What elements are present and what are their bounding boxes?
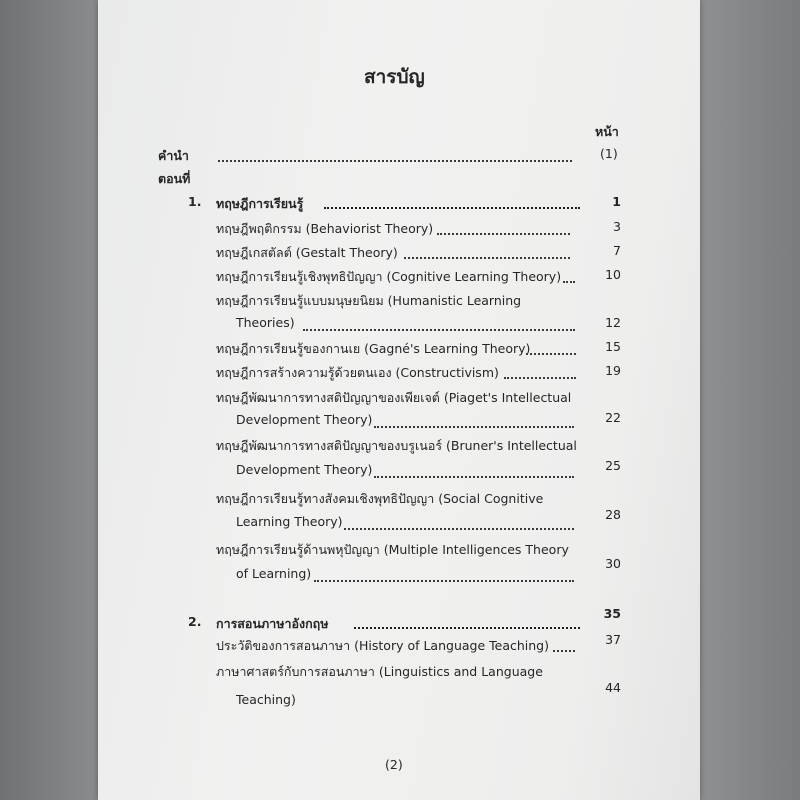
document-page [98,0,700,800]
toc-entry-continued: Learning Theory) [236,514,343,529]
dot-leader [504,377,576,379]
toc-page: 22 [605,410,621,425]
toc-page: 15 [605,339,621,354]
toc-entry: ทฤษฎีการเรียนรู้แบบมนุษยนิยม (Humanistic Learning [216,293,522,308]
dot-leader [324,207,580,209]
dot-leader [526,353,576,355]
toc-entry: ทฤษฎีการเรียนรู้ด้านพหุปัญญา (Multiple Intelligences Theory [216,542,569,557]
dot-leader [344,528,574,530]
toc-entry-continued: of Learning) [236,566,312,581]
toc-entry-continued: Development Theory) [236,412,373,427]
toc-entry-continued: Development Theory) [236,462,373,477]
dot-leader [374,476,574,478]
dot-leader [437,233,570,235]
toc-entry: ทฤษฎีการเรียนรู้ของกานเย (Gagné's Learning Theory) [216,341,531,356]
toc-entry: ทฤษฎีการสร้างความรู้ด้วยตนเอง (Constructivism) [216,365,499,380]
toc-entry: ทฤษฎีพฤติกรรม (Behaviorist Theory) [216,221,434,236]
chapter-number: 2. [188,614,202,629]
dot-leader [303,329,575,331]
toc-page: 7 [613,243,621,258]
dot-leader [563,281,575,283]
dot-leader [404,257,570,259]
toc-entry-continued: Teaching) [236,692,296,707]
toc-page: 37 [605,632,621,647]
toc-entry: ภาษาศาสตร์กับการสอนภาษา (Linguistics and Language [216,664,543,679]
page-title: สารบัญ [364,66,425,88]
page-column-header: หน้า [595,124,619,139]
toc-entry: ทฤษฎีพัฒนาการทางสติปัญญาของเพียเจต์ (Piaget's Intellectual [216,390,572,405]
background-left [0,0,98,800]
dot-leader [314,580,574,582]
toc-page: 3 [613,219,621,234]
dot-leader [354,627,580,629]
toc-entry: ทฤษฎีพัฒนาการทางสติปัญญาของบรูเนอร์ (Bruner's Intellectual [216,438,577,453]
preface-page: (1) [600,146,618,161]
chapter-page: 1 [612,194,621,209]
chapter-number: 1. [188,194,202,209]
toc-entry: ทฤษฎีเกสตัลต์ (Gestalt Theory) [216,245,398,260]
chapter-title: ทฤษฎีการเรียนรู้ [216,196,304,211]
dot-leader [553,650,575,652]
section-label: ตอนที่ [158,171,191,186]
toc-page: 12 [605,315,621,330]
dot-leader [218,160,572,162]
toc-entry: ทฤษฎีการเรียนรู้ทางสังคมเชิงพุทธิปัญญา (Social Cognitive [216,491,544,506]
toc-entry: ประวัติของการสอนภาษา (History of Language Teaching) [216,638,549,653]
chapter-page: 35 [603,606,621,621]
toc-page: 25 [605,458,621,473]
toc-page: 10 [605,267,621,282]
toc-entry: ทฤษฎีการเรียนรู้เชิงพุทธิปัญญา (Cognitive Learning Theory) [216,269,562,284]
chapter-title: การสอนภาษาอังกฤษ [216,616,329,631]
preface-label: คำนำ [158,148,189,163]
dot-leader [374,426,574,428]
toc-page: 30 [605,556,621,571]
toc-page: 44 [605,680,621,695]
toc-entry-continued: Theories) [236,315,295,330]
page-number: (2) [385,757,403,772]
toc-page: 28 [605,507,621,522]
background-right [700,0,800,800]
toc-page: 19 [605,363,621,378]
